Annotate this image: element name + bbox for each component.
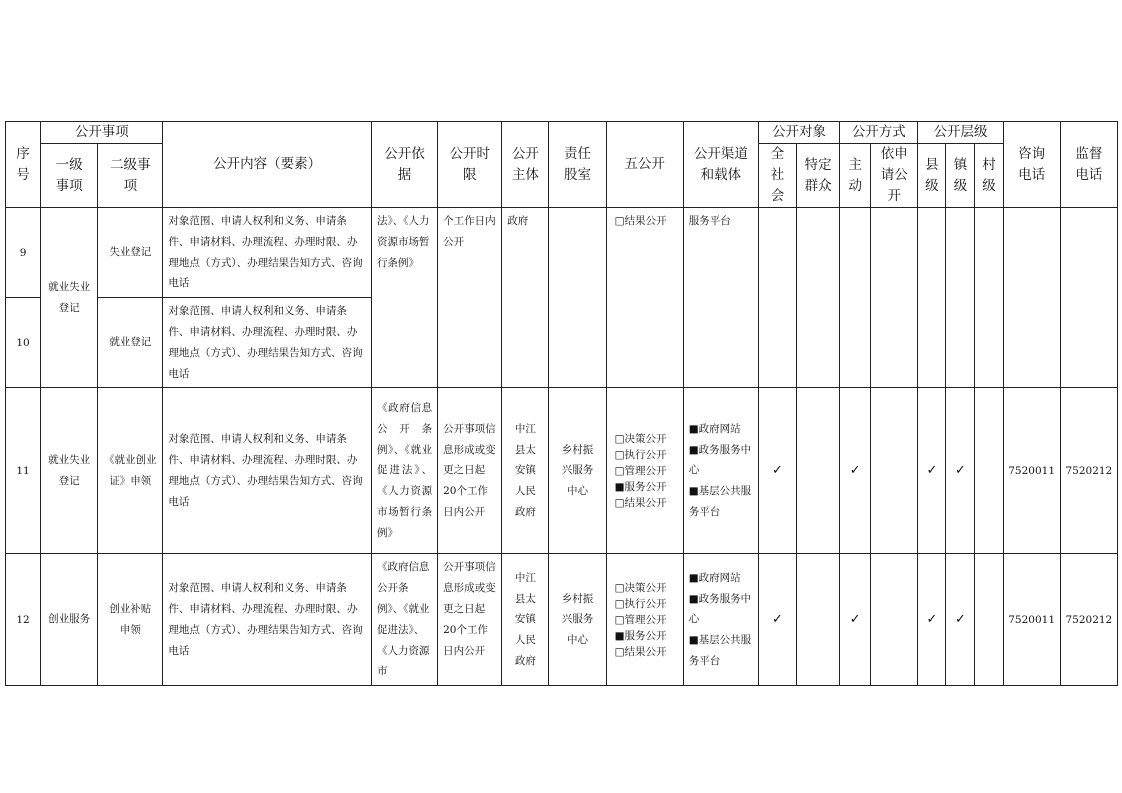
header-office (549, 122, 606, 208)
header-supervise-phone-label: 监督电话 (1075, 145, 1103, 183)
header-object-group: 公开对象 (758, 122, 839, 144)
row-office-text: 乡村振兴服务中心 (561, 443, 594, 498)
row-level2-text: 《就业创业证》申领 (104, 454, 157, 487)
row-level2: 就业登记 (98, 298, 163, 388)
header-specific-group (797, 144, 840, 208)
header-consult-phone-label: 咨询电话 (1018, 145, 1046, 183)
five-public-decision: □决策公开 (614, 581, 667, 594)
row-active: ✓ (840, 554, 871, 686)
row-county (918, 208, 946, 388)
row-level1-text: 就业失业登记 (48, 280, 91, 314)
header-seq-label: 序号 (16, 145, 30, 183)
five-public-list (607, 577, 683, 663)
row-level1-text: 创业服务 (48, 613, 91, 626)
five-public-result: □结果公开 (614, 496, 667, 509)
five-public-execution: □执行公开 (614, 597, 667, 610)
row-content (163, 388, 372, 554)
header-basis (371, 122, 437, 208)
row-basis-text: 《政府信息公开条例》、《就业促进法》、《人力资源市场暂行条例》 (376, 402, 433, 539)
header-channel-label: 公开渠道和载体 (693, 145, 748, 183)
row-level1 (41, 554, 98, 686)
header-village (975, 144, 1003, 208)
row-all-society: ✓ (758, 388, 796, 554)
header-basis-label: 公开依据 (384, 145, 425, 183)
channel-list (684, 565, 758, 675)
header-active-label: 主动 (848, 156, 862, 194)
header-time-limit (438, 122, 502, 208)
five-public-service: ■服务公开 (614, 629, 667, 642)
row-office (549, 388, 606, 554)
header-channel (683, 122, 758, 208)
header-county-label: 县级 (925, 156, 939, 194)
header-level2-label: 二级事项 (110, 156, 151, 194)
row-basis-text: 《政府信息公开条例》、《就业促进法》、《人力资源市 (376, 561, 430, 678)
header-level2 (98, 144, 163, 208)
row-five-public (606, 208, 683, 388)
row-village (975, 554, 1003, 686)
row-specific-group (797, 388, 840, 554)
row-subject-text: 中江县太安镇人民政府 (514, 571, 536, 667)
row-five-public (606, 388, 683, 554)
five-public-decision: □决策公开 (614, 432, 667, 445)
channel-gov-website: ■政府网站 (688, 422, 741, 435)
row-on-request (871, 208, 918, 388)
row-channel-text: 服务平台 (688, 215, 731, 227)
row-content-text: 对象范围、申请人权利和义务、申请条件、申请材料、办理流程、办理时限、办理地点（方式）、办理结果告知方式、咨询电话 (168, 215, 363, 290)
header-county (918, 144, 946, 208)
row-town: ✓ (946, 388, 975, 554)
row-subject-text: 政府 (507, 215, 529, 227)
row-consult-phone (1003, 208, 1060, 388)
row-five-public-text: □结果公开 (614, 215, 667, 227)
row-specific-group (797, 208, 840, 388)
row-time-limit (438, 208, 502, 388)
row-village (975, 388, 1003, 554)
header-time-limit-label: 公开时限 (449, 145, 490, 183)
channel-list (684, 416, 758, 526)
row-office (549, 554, 606, 686)
header-village-label: 村级 (982, 156, 996, 194)
disclosure-table (5, 121, 1118, 686)
row-subject (502, 554, 549, 686)
header-active (840, 144, 871, 208)
table-row (6, 388, 1118, 554)
row-content-text: 对象范围、申请人权利和义务、申请条件、申请材料、办理流程、办理时限、办理地点（方式）、办理结果告知方式、咨询电话 (168, 305, 363, 380)
row-on-request (871, 554, 918, 686)
row-channel (683, 554, 758, 686)
row-content (163, 554, 372, 686)
row-level2 (98, 388, 163, 554)
row-county: ✓ (918, 554, 946, 686)
header-on-request (871, 144, 918, 208)
row-subject-text: 中江县太安镇人民政府 (514, 422, 536, 519)
header-content: 公开内容（要素） (163, 122, 372, 208)
row-level1 (41, 208, 98, 388)
row-channel (683, 388, 758, 554)
header-town (946, 144, 975, 208)
header-all-society (758, 144, 796, 208)
row-supervise-phone (1060, 208, 1117, 388)
channel-service-center: ■政务服务中心 (688, 592, 752, 626)
row-active: ✓ (840, 388, 871, 554)
row-seq: 12 (6, 554, 41, 686)
row-office (549, 208, 606, 388)
header-level1-label: 一级事项 (55, 156, 83, 194)
row-seq: 9 (6, 208, 41, 298)
header-office-label: 责任股室 (563, 145, 591, 183)
header-level1 (41, 144, 98, 208)
row-town (946, 208, 975, 388)
row-level2-text: 创业补贴申领 (109, 602, 152, 636)
row-basis (371, 388, 437, 554)
row-basis (371, 208, 437, 388)
row-level2: 失业登记 (98, 208, 163, 298)
row-village (975, 208, 1003, 388)
five-public-result: □结果公开 (614, 645, 667, 658)
row-content-text: 对象范围、申请人权利和义务、申请条件、申请材料、办理流程、办理时限、办理地点（方式）、办理结果告知方式、咨询电话 (168, 582, 363, 657)
row-on-request (871, 388, 918, 554)
row-supervise-phone: 7520212 (1060, 554, 1117, 686)
row-basis (371, 554, 437, 686)
row-five-public (606, 554, 683, 686)
channel-service-center: ■政务服务中心 (688, 443, 752, 477)
five-public-execution: □执行公开 (614, 448, 667, 461)
header-all-society-label: 全社会 (770, 146, 785, 204)
row-level1-text: 就业失业登记 (48, 454, 91, 487)
row-subject (502, 208, 549, 388)
row-specific-group (797, 554, 840, 686)
header-five-public: 五公开 (606, 122, 683, 208)
row-all-society (758, 208, 796, 388)
row-town: ✓ (946, 554, 975, 686)
row-level1 (41, 388, 98, 554)
channel-grassroots-platform: ■基层公共服务平台 (688, 485, 752, 519)
five-public-list (607, 428, 683, 514)
header-specific-group-label: 特定群众 (804, 156, 832, 194)
row-content (163, 298, 372, 388)
row-subject (502, 388, 549, 554)
row-county: ✓ (918, 388, 946, 554)
channel-gov-website: ■政府网站 (688, 571, 741, 584)
row-seq: 10 (6, 298, 41, 388)
five-public-management: □管理公开 (614, 613, 667, 626)
header-subject (502, 122, 549, 208)
row-time-limit-text: 个工作日内公开 (443, 215, 496, 248)
row-active (840, 208, 871, 388)
header-town-label: 镇级 (953, 156, 968, 194)
header-supervise-phone (1060, 122, 1117, 208)
row-content-text: 对象范围、申请人权利和义务、申请条件、申请材料、办理流程、办理时限、办理地点（方式）、办理结果告知方式、咨询电话 (168, 433, 363, 508)
row-channel (683, 208, 758, 388)
row-office-text: 乡村振兴服务中心 (561, 592, 594, 647)
row-all-society: ✓ (758, 554, 796, 686)
row-time-limit-text: 公开事项信息形成或变更之日起20个工作日内公开 (443, 561, 496, 657)
header-subject-label: 公开主体 (511, 145, 539, 183)
table-row (6, 554, 1118, 686)
row-time-limit (438, 388, 502, 554)
header-items-group: 公开事项 (41, 122, 163, 144)
header-method-group: 公开方式 (840, 122, 918, 144)
header-row-1 (6, 122, 1118, 144)
header-level-group: 公开层级 (918, 122, 1003, 144)
channel-grassroots-platform: ■基层公共服务平台 (688, 634, 752, 667)
table-row (6, 208, 1118, 298)
row-time-limit (438, 554, 502, 686)
row-seq: 11 (6, 388, 41, 554)
row-consult-phone: 7520011 (1003, 554, 1060, 686)
row-consult-phone: 7520011 (1003, 388, 1060, 554)
row-time-limit-text: 公开事项信息形成或变更之日起20个工作日内公开 (443, 422, 496, 519)
row-supervise-phone: 7520212 (1060, 388, 1117, 554)
header-on-request-label: 依申请公开 (880, 146, 908, 204)
header-seq (6, 122, 41, 208)
five-public-management: □管理公开 (614, 464, 667, 477)
row-level2 (98, 554, 163, 686)
row-content (163, 208, 372, 298)
five-public-service: ■服务公开 (614, 480, 667, 493)
header-consult-phone (1003, 122, 1060, 208)
row-basis-text: 法》、《人力资源市场暂行条例》 (376, 215, 430, 269)
